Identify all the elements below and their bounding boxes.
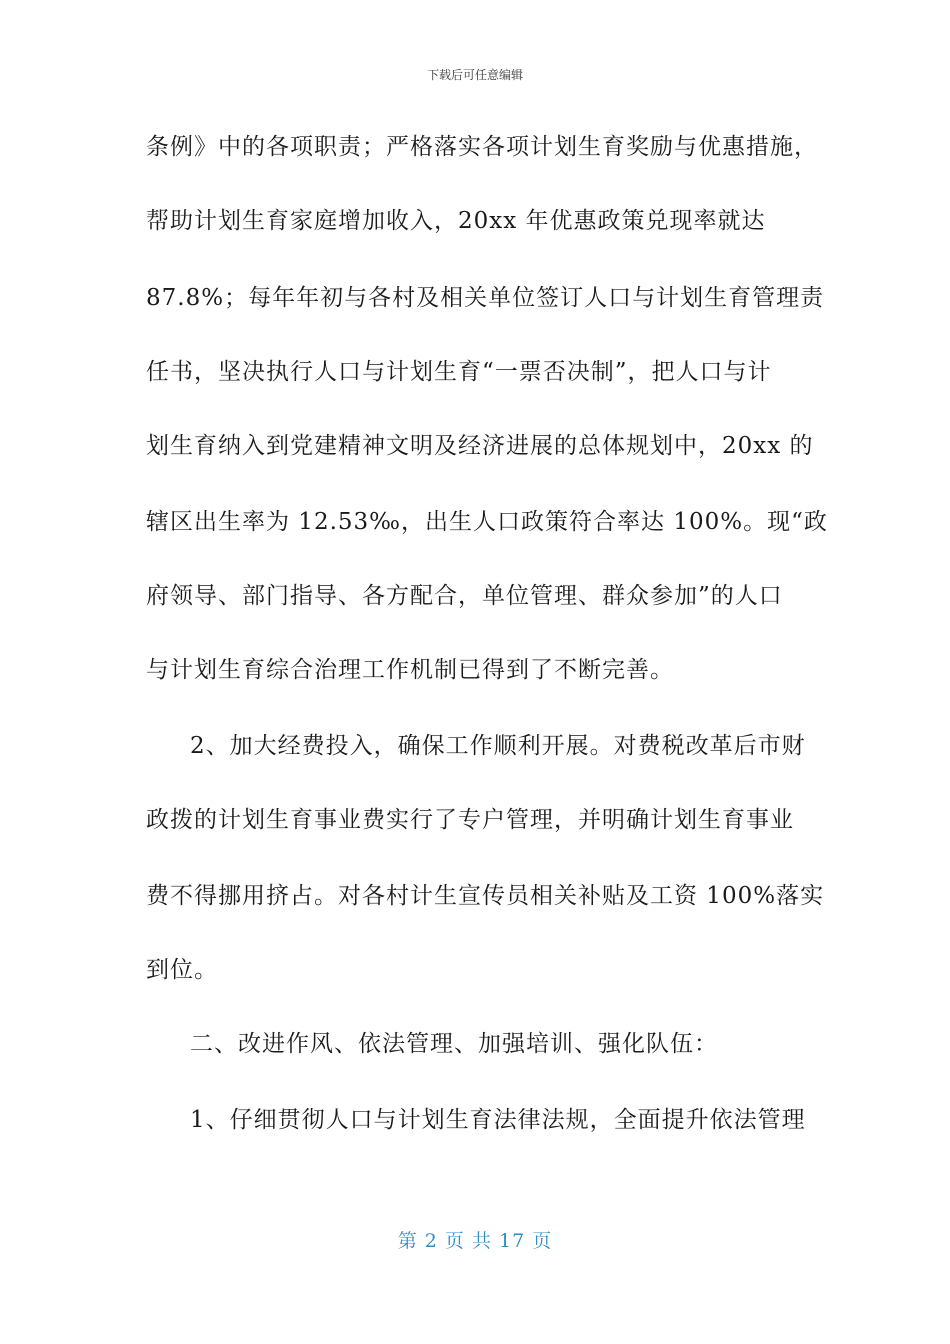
text-line: 费不得挪用挤占。对各村计生宣传员相关补贴及工资 100%落实 (146, 883, 825, 909)
text-line: 与计划生育综合治理工作机制已得到了不断完善。 (146, 657, 674, 683)
text-line: 府领导、部门指导、各方配合，单位管理、群众参加”的人口 (146, 583, 783, 609)
text-line: 任书，坚决执行人口与计划生育“一票否决制”，把人口与计 (146, 359, 772, 385)
section-heading: 二、改进作风、依法管理、加强培训、强化队伍： (190, 1031, 718, 1057)
text-line: 到位。 (146, 957, 218, 983)
text-line: 政拨的计划生育事业费实行了专户管理，并明确计划生育事业 (146, 807, 794, 833)
text-line: 辖区出生率为 12.53‰，出生人口政策符合率达 100%。现“政 (146, 509, 828, 535)
text-line: 划生育纳入到党建精神文明及经济进展的总体规划中，20xx 的 (146, 433, 814, 459)
text-line: 87.8%；每年年初与各村及相关单位签订人口与计划生育管理责 (146, 285, 825, 311)
page-header-note: 下载后可任意编辑 (426, 68, 523, 82)
text-line: 帮助计划生育家庭增加收入，20xx 年优惠政策兑现率就达 (146, 208, 766, 234)
text-line: 条例》中的各项职责；严格落实各项计划生育奖励与优惠措施， (146, 134, 818, 160)
paragraph-first-line: 2、加大经费投入，确保工作顺利开展。对费税改革后市财 (190, 733, 806, 759)
paragraph-first-line: 1、仔细贯彻人口与计划生育法律法规，全面提升依法管理 (190, 1107, 806, 1133)
page-number-footer: 第 2 页 共 17 页 (397, 1230, 553, 1252)
